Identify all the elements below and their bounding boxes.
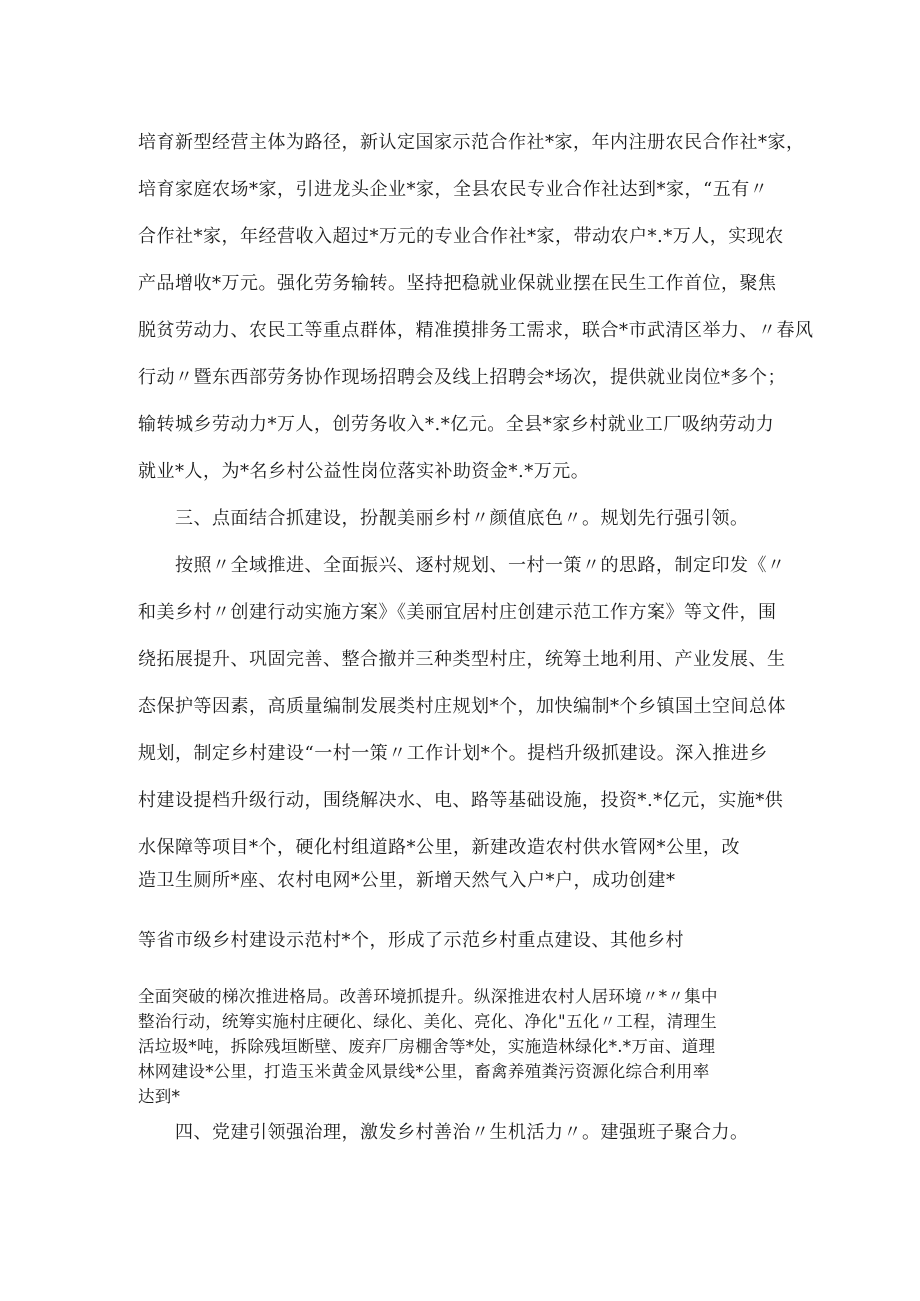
paragraph-line: 产品增收*万元。强化劳务输转。坚持把稳就业保就业摆在民生工作首位，聚焦 xyxy=(138,273,777,294)
paragraph-line: 培育家庭农场*家，引进龙头企业*家，全县农民专业合作社达到*家，“五有〃 xyxy=(138,179,769,200)
paragraph-line: 培育新型经营主体为路径，新认定国家示范合作社*家，年内注册农民合作社*家， xyxy=(138,132,805,153)
paragraph-line: 输转城乡劳动力*万人，创劳务收入*.*亿元。全县*家乡村就业工厂吸纳劳动力 xyxy=(138,414,775,435)
paragraph-line: 全面突破的梯次推进格局。改善环境抓提升。纵深推进农村人居环境〃*〃集中 xyxy=(138,987,718,1006)
paragraph-line: 脱贫劳动力、农民工等重点群体，精准摸排务工需求，联合*市武清区举力、〃春风 xyxy=(138,320,814,341)
paragraph-line: 整治行动，统筹实施村庄硬化、绿化、美化、亮化、净化"五化〃工程，清理生 xyxy=(138,1012,718,1031)
paragraph-line: 水保障等项目*个，硬化村组道路*公里，新建改造农村供水管网*公里，改 xyxy=(138,837,740,858)
paragraph-line: 等省市级乡村建设示范村*个，形成了示范乡村重点建设、其他乡村 xyxy=(138,930,684,951)
paragraph-line: 规划，制定乡村建设“一村一策〃工作计划*个。提档升级抓建设。深入推进乡 xyxy=(138,743,768,764)
paragraph-line: 行动〃暨东西部劳务协作现场招聘会及线上招聘会*场次，提供就业岗位*多个； xyxy=(138,367,786,388)
paragraph-line: 达到* xyxy=(138,1087,181,1106)
section-heading-3: 三、点面结合抓建设，扮靓美丽乡村〃颜值底色〃。规划先行强引领。 xyxy=(175,508,749,529)
paragraph-line: 村建设提档升级行动，围绕解决水、电、路等基础设施，投资*.*亿元，实施*供 xyxy=(138,790,784,811)
paragraph-line: 活垃圾*吨，拆除残垣断壁、废弃厂房棚舍等*处，实施造林绿化*.*万亩、道理 xyxy=(138,1037,716,1056)
paragraph-line: 绕拓展提升、巩固完善、整合撤并三种类型村庄，统筹土地利用、产业发展、生 xyxy=(138,649,786,670)
paragraph-line: 合作社*家，年经营收入超过*万元的专业合作社*家，带动农户*.*万人，实现农 xyxy=(138,226,784,247)
paragraph-line: 林网建设*公里，打造玉米黄金风景线*公里，畜禽养殖粪污资源化综合利用率 xyxy=(138,1062,710,1081)
paragraph-line: 按照〃全域推进、全面振兴、逐村规划、一村一策〃的思路，制定印发《〃 xyxy=(175,555,786,576)
paragraph-line: 造卫生厕所*座、农村电网*公里，新增天然气入户*户，成功创建* xyxy=(138,870,676,891)
paragraph-line: 就业*人，为*名乡村公益性岗位落实补助资金*.*万元。 xyxy=(138,461,590,482)
section-heading-4: 四、党建引领强治理，激发乡村善治〃生机活力〃。建强班子聚合力。 xyxy=(175,1122,749,1143)
paragraph-line: 和美乡村〃创建行动实施方案》《美丽宜居村庄创建示范工作方案》等文件，围 xyxy=(138,602,777,623)
paragraph-line: 态保护等因素，高质量编制发展类村庄规划*个，加快编制*个乡镇国土空间总体 xyxy=(138,696,786,717)
